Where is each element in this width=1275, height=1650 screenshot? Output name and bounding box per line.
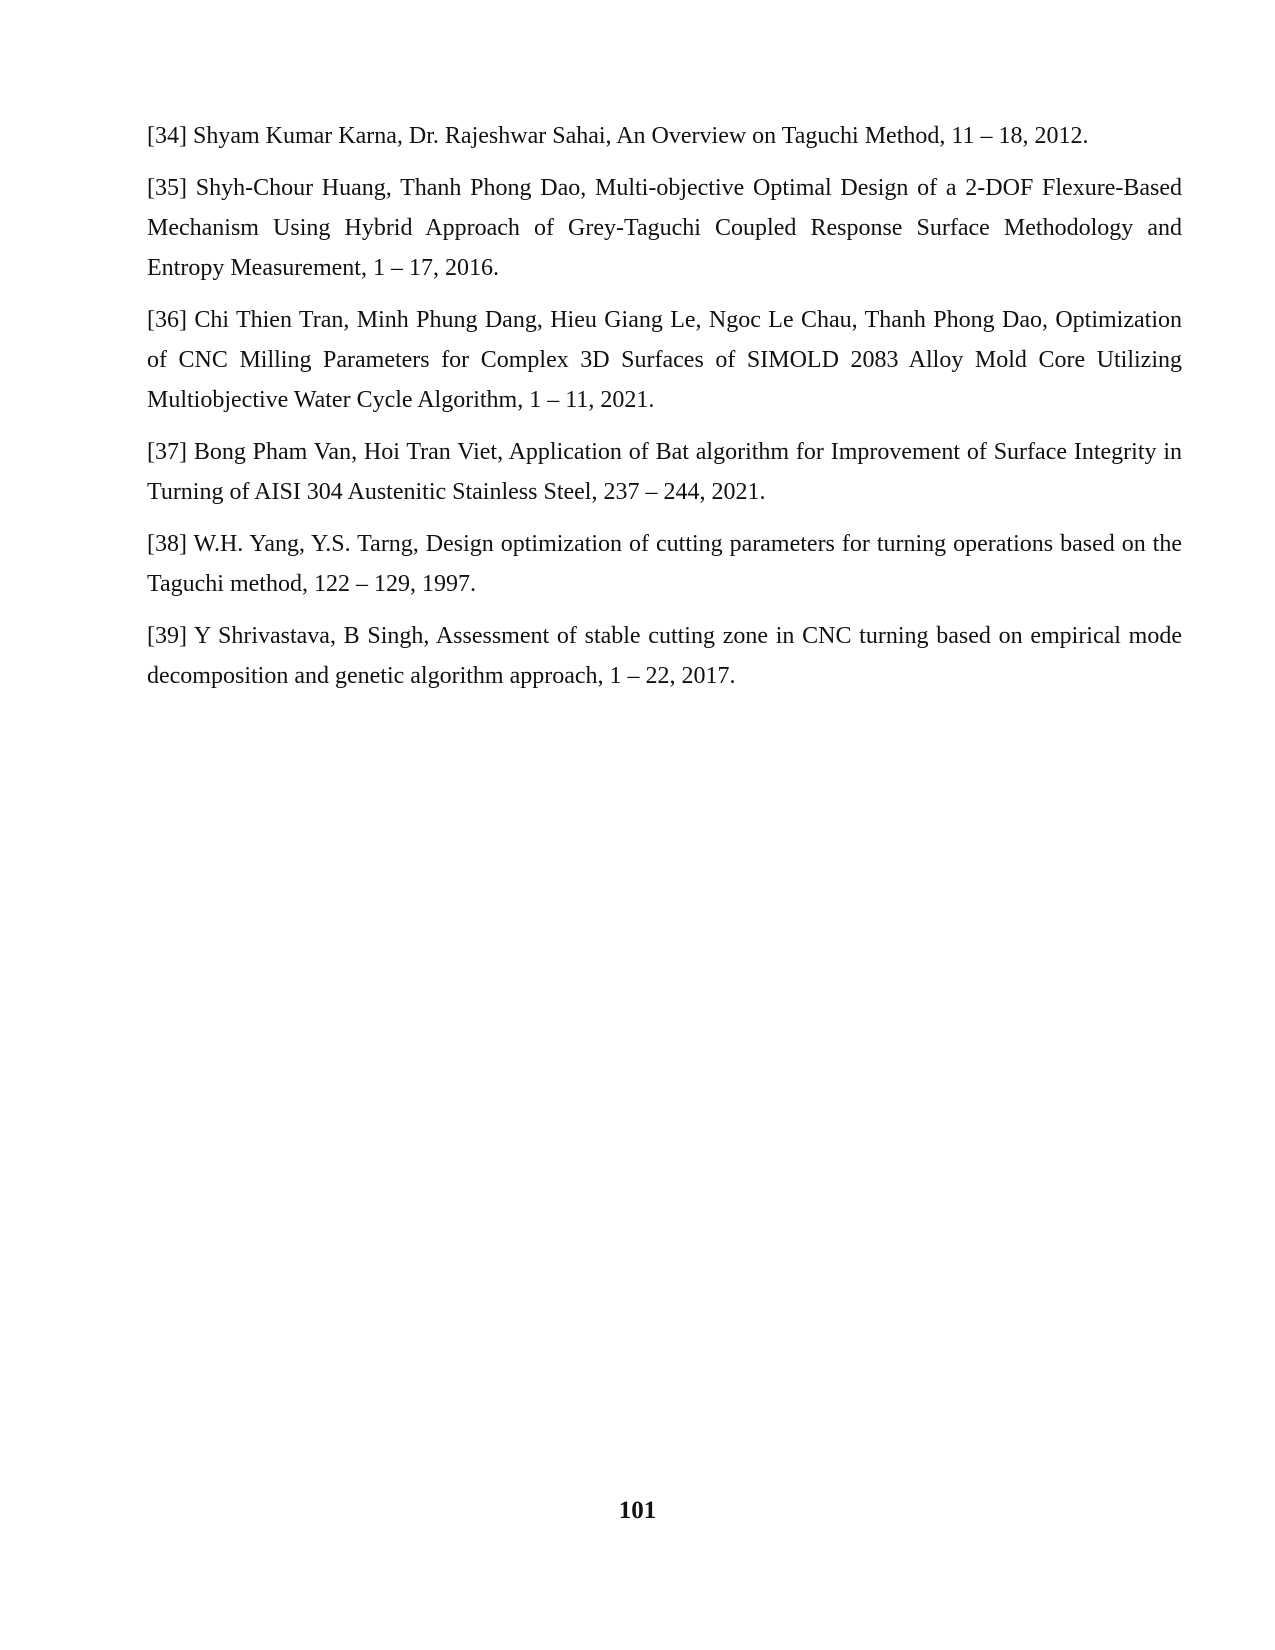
page-number: 101 <box>618 1497 657 1524</box>
reference-39: [39] Y Shrivastava, B Singh, Assessment of stable cutting zone in CNC turning based on empirical mode decomposition and genetic algorithm approach, 1 – 22, 2017. <box>147 623 1182 689</box>
reference-35: [35] Shyh-Chour Huang, Thanh Phong Dao, Multi-objective Optimal Design of a 2-DOF Flexure-Based Mechanism Using Hybrid Approach of Grey-Taguchi Coupled Response Surface Methodology and Entropy Measurement, 1 – 17, 2016. <box>147 175 1182 281</box>
reference-36: [36] Chi Thien Tran, Minh Phung Dang, Hieu Giang Le, Ngoc Le Chau, Thanh Phong Dao, Optimization of CNC Milling Parameters for Complex 3D Surfaces of SIMOLD 2083 Alloy Mold Core Utilizing Multiobjective Water Cycle Algorithm, 1 – 11, 2021. <box>147 307 1182 413</box>
reference-list <box>147 116 1182 708</box>
reference-38: [38] W.H. Yang, Y.S. Tarng, Design optimization of cutting parameters for turning operations based on the Taguchi method, 122 – 129, 1997. <box>147 531 1182 597</box>
reference-37: [37] Bong Pham Van, Hoi Tran Viet, Application of Bat algorithm for Improvement of Surface Integrity in Turning of AISI 304 Austenitic Stainless Steel, 237 – 244, 2021. <box>147 439 1182 505</box>
reference-34: [34] Shyam Kumar Karna, Dr. Rajeshwar Sahai, An Overview on Taguchi Method, 11 – 18, 2012. <box>147 123 1089 149</box>
